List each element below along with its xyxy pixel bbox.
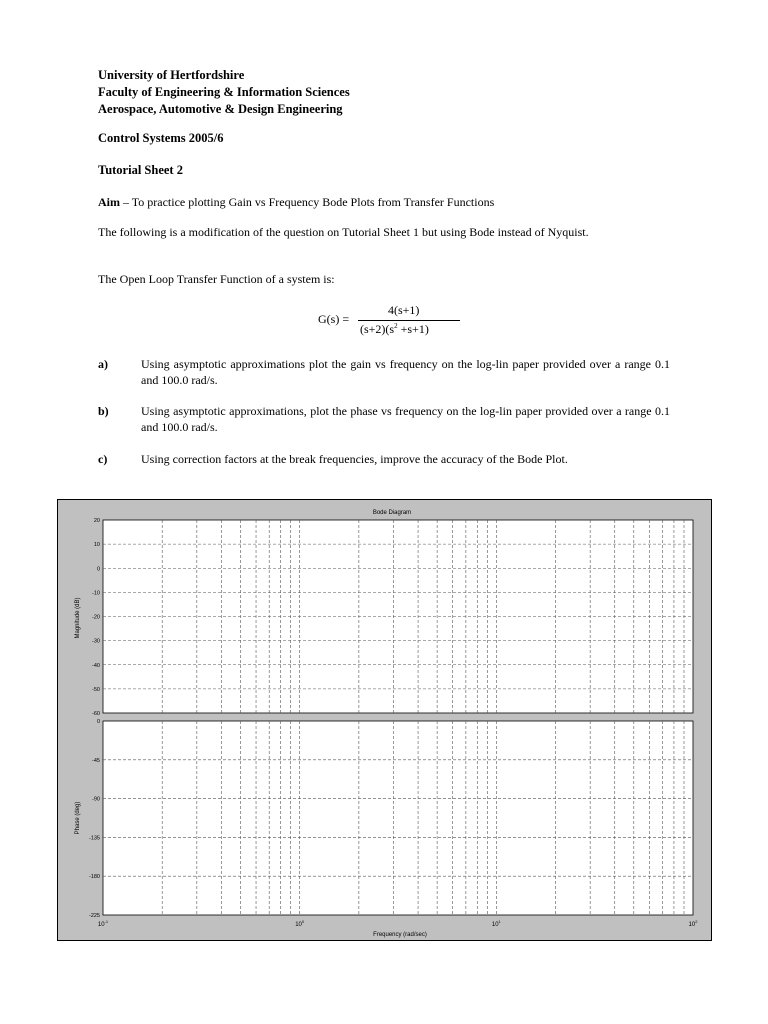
question-label: c) <box>98 452 108 466</box>
department-name: Aerospace, Automotive & Design Engineering <box>98 102 343 116</box>
denominator-exponent: 2 <box>394 322 398 330</box>
question-text: Using asymptotic approximations, plot the phase vs frequency on the log-lin paper provided over a range 0.1 and 100.0 rad/s. <box>141 404 670 434</box>
magnitude-ytick-label: -40 <box>92 662 100 669</box>
phase-ytick-label: -180 <box>88 874 100 881</box>
aim-text: – To practice plotting Gain vs Frequency Bode Plots from Transfer Functions <box>120 195 495 209</box>
magnitude-ytick-label: 10 <box>93 542 100 549</box>
phase-ytick-label: -45 <box>92 757 100 764</box>
fraction-bar <box>358 320 460 321</box>
question-text: Using correction factors at the break frequencies, improve the accuracy of the Bode Plot. <box>141 452 568 466</box>
formula-denominator <box>360 322 429 337</box>
magnitude-ytick-label: -20 <box>92 614 100 621</box>
faculty-name: Faculty of Engineering & Information Sciences <box>98 85 350 99</box>
phase-ytick-label: -90 <box>92 796 100 803</box>
document-header <box>98 67 350 118</box>
magnitude-ytick-label: 20 <box>93 518 100 524</box>
intro-text: The following is a modification of the question on Tutorial Sheet 1 but using Bode instead of Nyquist. <box>98 225 589 239</box>
x-tick-label: $10^0$ <box>295 919 305 928</box>
phase-ytick-label: -135 <box>88 835 100 842</box>
formula-lhs: G(s) = <box>318 312 350 326</box>
question-label: a) <box>98 357 108 371</box>
aim-line <box>98 195 494 210</box>
magnitude-panel <box>92 518 693 717</box>
magnitude-ytick-label: -60 <box>92 711 100 717</box>
magnitude-ytick-label: -50 <box>92 686 100 693</box>
phase-plot-area <box>103 721 693 915</box>
magnitude-ytick-label: -30 <box>92 638 100 645</box>
formula-numerator: 4(s+1) <box>388 303 420 317</box>
phase-ytick-label: -225 <box>88 913 100 919</box>
bode-diagram <box>58 500 711 940</box>
phase-ytick-label: 0 <box>96 719 100 725</box>
x-tick-label: $10^1$ <box>491 919 501 928</box>
phase-axis-label: Phase (deg) <box>75 801 81 835</box>
magnitude-ytick-label: -10 <box>92 590 100 597</box>
denominator-part-b: +s+1) <box>397 322 429 336</box>
tf-intro-text: The Open Loop Transfer Function of a system is: <box>98 272 335 286</box>
university-name: University of Hertfordshire <box>98 68 245 82</box>
magnitude-axis-label: Magnitude (dB) <box>75 597 81 639</box>
question-text: Using asymptotic approximations plot the gain vs frequency on the log-lin paper provided over a range 0.1 and 100.0 rad/s. <box>141 357 670 387</box>
course-title: Control Systems 2005/6 <box>98 131 224 145</box>
x-axis-label: Frequency (rad/sec) <box>373 932 427 938</box>
aim-label: Aim <box>98 195 120 209</box>
denominator-part-a: (s+2)(s <box>360 322 395 336</box>
sheet-title: Tutorial Sheet 2 <box>98 163 183 177</box>
x-tick-label: $10^2$ <box>688 919 698 928</box>
chart-title: Bode Diagram <box>372 510 412 516</box>
bode-diagram-frame <box>57 499 712 941</box>
phase-panel <box>89 719 693 919</box>
x-tick-label: $10^{-1}$ <box>97 919 109 928</box>
question-label: b) <box>98 404 109 418</box>
magnitude-ytick-label: 0 <box>96 566 100 573</box>
